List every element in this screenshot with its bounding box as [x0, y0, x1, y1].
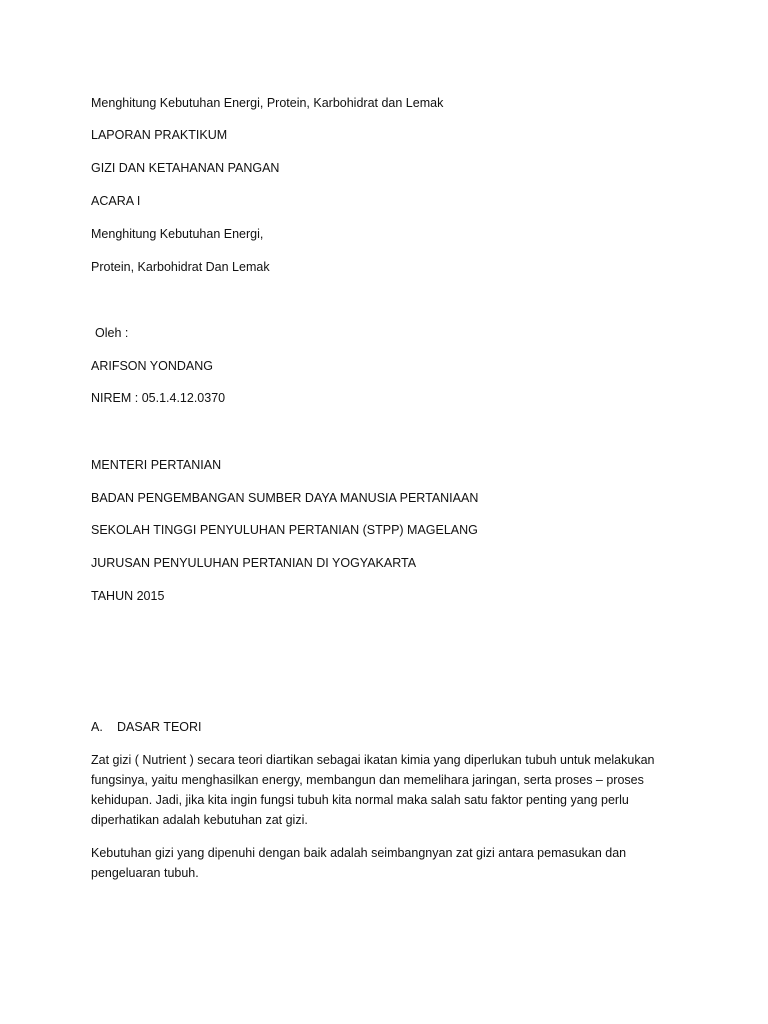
section-title: DASAR TEORI: [117, 720, 202, 734]
institution-line: BADAN PENGEMBANGAN SUMBER DAYA MANUSIA PERTANIAAN: [91, 491, 479, 505]
institution-line: SEKOLAH TINGGI PENYULUHAN PERTANIAN (STPP) MAGELANG: [91, 523, 478, 537]
subtitle-line-2: Protein, Karbohidrat Dan Lemak: [91, 260, 270, 274]
course-name: GIZI DAN KETAHANAN PANGAN: [91, 161, 280, 175]
subtitle-line-1: Menghitung Kebutuhan Energi,: [91, 227, 264, 241]
paragraph: Kebutuhan gizi yang dipenuhi dengan baik adalah seimbangnyan zat gizi antara pemasukan dan pengeluaran tubuh.: [91, 846, 627, 880]
author-name: ARIFSON YONDANG: [91, 359, 214, 373]
document-top-title: Menghitung Kebutuhan Energi, Protein, Karbohidrat dan Lemak: [91, 96, 444, 110]
section-heading: [91, 719, 202, 735]
institution-line: JURUSAN PENYULUHAN PERTANIAN DI YOGYAKARTA: [91, 556, 417, 570]
institution-line: MENTERI PERTANIAN: [91, 458, 222, 472]
session-label: ACARA I: [91, 194, 141, 208]
author-id: NIREM : 05.1.4.12.0370: [91, 391, 226, 405]
paragraph: Zat gizi ( Nutrient ) secara teori diartikan sebagai ikatan kimia yang diperlukan tubuh untuk melakukan fungsinya, yaitu menghasilkan energy, membangun dan memelihara jaringan, serta proses – proses kehidupan. Jadi, jika kita ingin fungsi tubuh kita normal maka salah satu faktor penting yang perlu diperhatikan adalah kebutuhan zat gizi.: [91, 753, 655, 827]
section-marker: A.: [91, 720, 103, 734]
by-label: Oleh :: [95, 326, 129, 340]
report-type: LAPORAN PRAKTIKUM: [91, 128, 228, 142]
institution-year: TAHUN 2015: [91, 589, 165, 603]
